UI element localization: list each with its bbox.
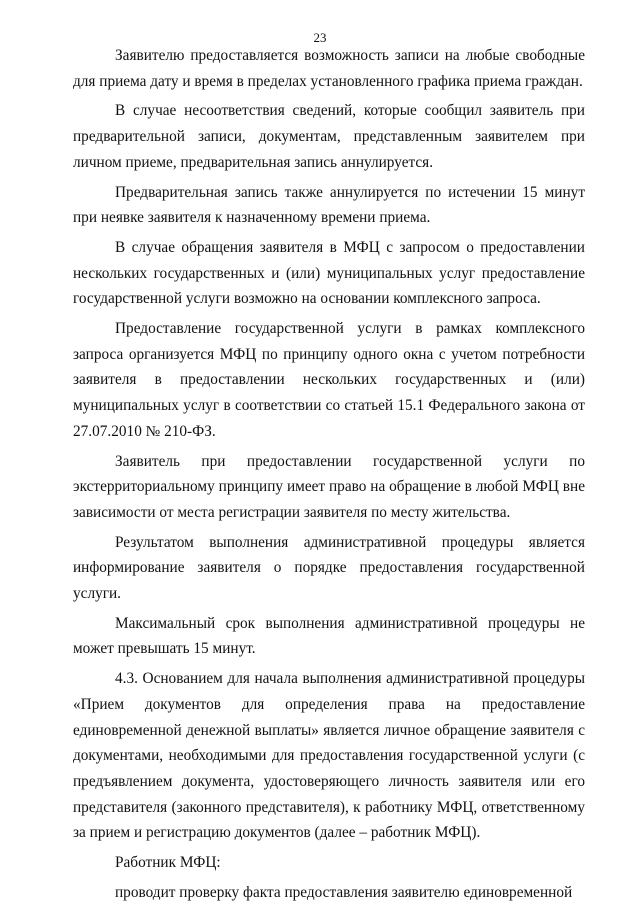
paragraph: проводит проверку факта предоставления заявителю единовременной xyxy=(115,883,573,901)
document-body xyxy=(73,43,585,910)
paragraph: В случае обращения заявителя в МФЦ с запросом о предоставлении нескольких государственных и (или) муниципальных услуг предоставление государственной услуги возможно на основании комплексного запроса. xyxy=(73,238,585,308)
page-number: 23 xyxy=(313,30,327,45)
paragraph: Заявитель при предоставлении государственной услуги по экстерриториальному принципу имеет право на обращение в любой МФЦ вне зависимости от места регистрации заявителя по месту жительства. xyxy=(73,452,585,521)
paragraph: В случае несоответствия сведений, которые сообщил заявитель при предварительной записи, документам, представленным заявителем при личном приеме, предварительная запись аннулируется. xyxy=(73,102,585,171)
paragraph: 4.3. Основанием для начала выполнения административной процедуры «Прием документов для определения права на предоставление единовременной денежной выплаты» является личное обращение заявителя с документами, необходимыми для предоставления государственной услуги (с предъявлением документа, удостоверяющего личность заявителя или его представителя (законного представителя), к работнику МФЦ, ответственному за прием и регистрацию документов (далее – работник МФЦ). xyxy=(73,670,585,842)
paragraph: Результатом выполнения административной процедуры является информирование заявителя о порядке предоставления государственной услуги. xyxy=(73,533,585,603)
paragraph: Предоставление государственной услуги в рамках комплексного запроса организуется МФЦ по принципу одного окна с учетом потребности заявителя в предоставлении нескольких государственных и (или) муниципальных услуг в соответствии со статьей 15.1 Федерального закона от 27.07.2010 № 210-ФЗ. xyxy=(73,320,585,440)
paragraph: Предварительная запись также аннулируется по истечении 15 минут при неявке заявителя к назначенному времени приема. xyxy=(73,183,585,227)
paragraph: Работник МФЦ: xyxy=(115,854,221,872)
paragraph: Заявителю предоставляется возможность записи на любые свободные для приема дату и время в пределах установленного графика приема граждан. xyxy=(73,47,585,90)
paragraph: Максимальный срок выполнения административной процедуры не может превышать 15 минут. xyxy=(73,614,585,658)
